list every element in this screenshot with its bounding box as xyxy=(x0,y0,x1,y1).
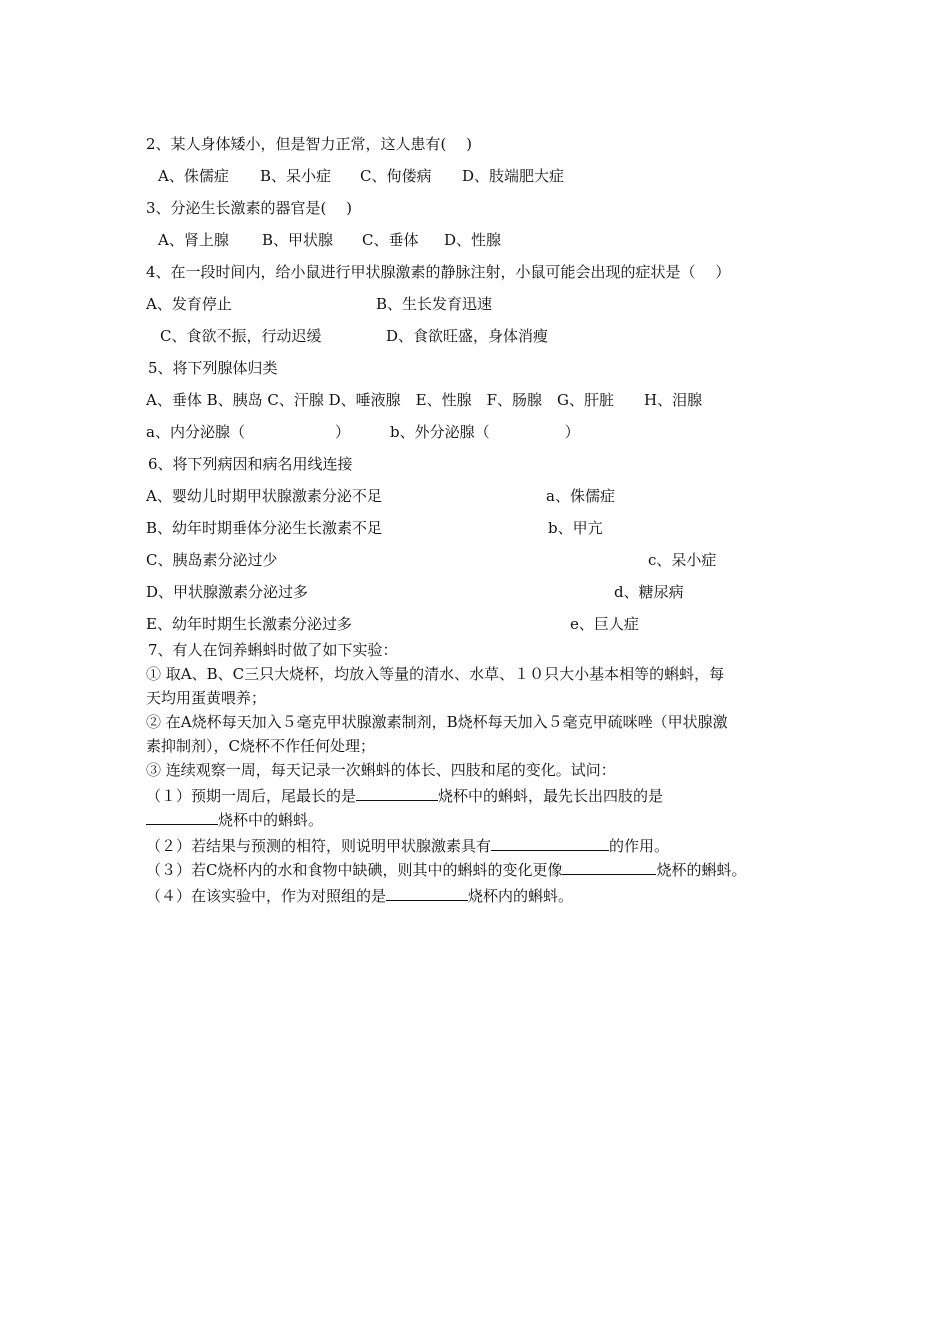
q7-sub1-blank-2[interactable] xyxy=(146,810,218,825)
q4-option-b: B、生长发育迅速 xyxy=(376,295,493,313)
q3-option-c: C、垂体 xyxy=(362,231,419,249)
q7-stem: 7、有人在饲养蝌蚪时做了如下实验： xyxy=(148,641,398,659)
q2-option-a: A、侏儒症 xyxy=(158,167,229,185)
q7-step3: ③ 连续观察一周，每天记录一次蝌蚪的体长、四肢和尾的变化。试问： xyxy=(146,761,616,779)
q7-sub1-blank-1[interactable] xyxy=(356,786,438,801)
q7-sub4-text-b: 烧杯内的蝌蚪。 xyxy=(468,887,574,905)
q3-option-a: A、肾上腺 xyxy=(158,231,229,249)
q6-stem: 6、将下列病因和病名用线连接 xyxy=(148,455,353,473)
q4-option-d: D、食欲旺盛，身体消瘦 xyxy=(386,327,549,345)
q7-step1-line2: 天均用蛋黄喂养； xyxy=(146,689,267,707)
q7-sub3 xyxy=(146,860,747,880)
q4-option-c: C、食欲不振，行动迟缓 xyxy=(160,327,322,345)
q7-sub3-blank[interactable] xyxy=(562,860,656,875)
q6-disease-e: e、巨人症 xyxy=(570,615,639,633)
q7-step2-line2: 素抑制剂），C烧杯不作任何处理； xyxy=(146,737,375,755)
q7-sub2 xyxy=(146,836,669,856)
q6-cause-a: A、婴幼儿时期甲状腺激素分泌不足 xyxy=(146,487,382,505)
q5-endocrine-label: a、内分泌腺（ ） xyxy=(146,423,350,441)
q7-sub3-text-b: 烧杯的蝌蚪。 xyxy=(656,861,747,879)
q6-disease-b: b、甲亢 xyxy=(548,519,603,537)
q7-sub4-text-a: （４）在该实验中，作为对照组的是 xyxy=(146,887,387,905)
q3-option-d: D、性腺 xyxy=(444,231,502,249)
q7-sub4-blank[interactable] xyxy=(386,886,468,901)
q2-option-b: B、呆小症 xyxy=(260,167,332,185)
q2-option-d: D、肢端肥大症 xyxy=(462,167,565,185)
q7-sub2-blank[interactable] xyxy=(491,836,609,851)
q6-cause-d: D、甲状腺激素分泌过多 xyxy=(146,583,309,601)
q6-disease-a: a、侏儒症 xyxy=(546,487,615,505)
q7-sub1-line2 xyxy=(146,810,323,830)
q2-option-c: C、佝偻病 xyxy=(360,167,432,185)
q3-stem: 3、分泌生长激素的器官是( ) xyxy=(146,199,353,217)
q7-step2-line1: ② 在A烧杯每天加入５毫克甲状腺激素制剂，B烧杯每天加入５毫克甲硫咪唑（甲状腺激 xyxy=(146,713,728,731)
q3-option-b: B、甲状腺 xyxy=(262,231,334,249)
q7-sub1-line1 xyxy=(146,786,663,806)
q7-sub2-text-a: （２）若结果与预测的相符，则说明甲状腺激素具有 xyxy=(146,837,492,855)
q5-exocrine-label: b、外分泌腺（ ） xyxy=(390,423,580,441)
q7-sub1-text-a: （１）预期一周后，尾最长的是 xyxy=(146,787,357,805)
q6-disease-c: c、呆小症 xyxy=(648,551,717,569)
q6-disease-d: d、糖尿病 xyxy=(614,583,684,601)
q7-step1-line1: ① 取A、B、C三只大烧杯，均放入等量的清水、水草、１０只大小基本相等的蝌蚪，每 xyxy=(146,665,725,683)
q4-option-a: A、发育停止 xyxy=(146,295,232,313)
q7-sub3-text-a: （３）若C烧杯内的水和食物中缺碘，则其中的蝌蚪的变化更像 xyxy=(146,861,563,879)
q5-stem: 5、将下列腺体归类 xyxy=(148,359,278,377)
q7-sub4 xyxy=(146,886,573,906)
q7-sub2-text-b: 的作用。 xyxy=(609,837,670,855)
q7-sub1-text-b: 烧杯中的蝌蚪，最先长出四肢的是 xyxy=(438,787,664,805)
q2-stem: 2、某人身体矮小，但是智力正常，这人患有( ) xyxy=(146,135,473,153)
q5-glands-list: A、垂体 B、胰岛 C、汗腺 D、唾液腺 E、性腺 F、肠腺 G、肝脏 H、泪腺 xyxy=(146,391,703,409)
q6-cause-e: E、幼年时期生长激素分泌过多 xyxy=(146,615,352,633)
q7-sub1-text-c: 烧杯中的蝌蚪。 xyxy=(218,811,324,829)
q6-cause-c: C、胰岛素分泌过少 xyxy=(146,551,278,569)
q4-stem: 4、在一段时间内，给小鼠进行甲状腺激素的静脉注射，小鼠可能会出现的症状是（ ） xyxy=(146,263,731,281)
q6-cause-b: B、幼年时期垂体分泌生长激素不足 xyxy=(146,519,383,537)
